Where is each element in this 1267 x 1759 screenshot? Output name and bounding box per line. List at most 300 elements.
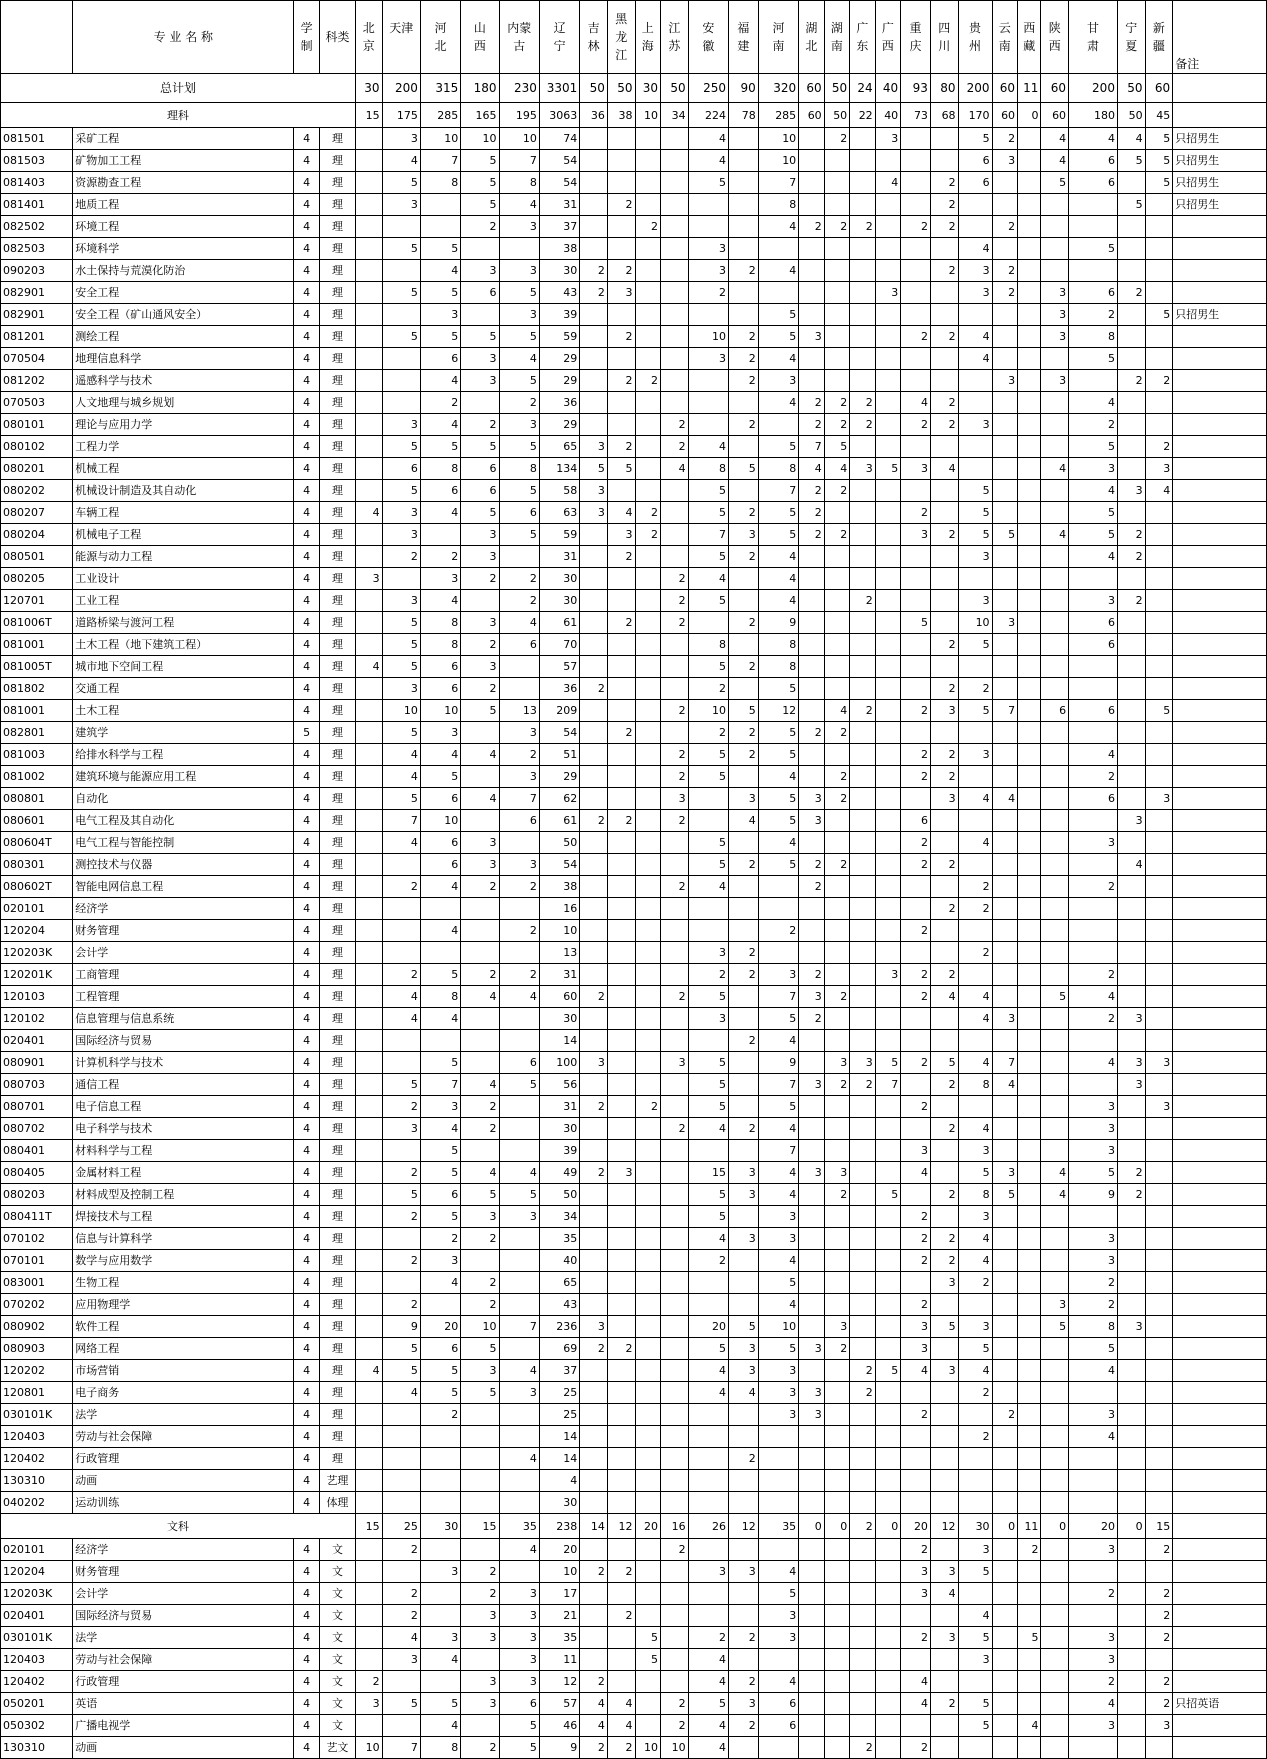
section-value: 12 — [930, 1514, 958, 1539]
province-quota: 5 — [875, 1360, 901, 1382]
section-value: 20 — [901, 1514, 931, 1539]
province-quota — [729, 1492, 759, 1514]
province-quota — [758, 942, 798, 964]
province-quota: 2 — [499, 920, 539, 942]
major-row — [1, 590, 1267, 612]
province-quota — [1041, 590, 1069, 612]
province-quota: 3 — [958, 1649, 992, 1671]
province-quota — [992, 1492, 1018, 1514]
major-code: 020101 — [1, 1539, 73, 1561]
major-years: 4 — [294, 1360, 320, 1382]
province-quota — [382, 1448, 420, 1470]
province-quota — [580, 1118, 608, 1140]
province-quota — [1117, 348, 1145, 370]
province-quota — [875, 788, 901, 810]
province-quota: 3 — [758, 1382, 798, 1404]
province-quota — [420, 898, 460, 920]
province-quota: 5 — [420, 282, 460, 304]
province-quota — [580, 1382, 608, 1404]
province-quota — [420, 1426, 460, 1448]
province-quota: 3 — [1117, 1074, 1145, 1096]
major-code: 080101 — [1, 414, 73, 436]
province-quota — [875, 700, 901, 722]
province-quota — [875, 194, 901, 216]
province-quota — [930, 656, 958, 678]
province-quota — [958, 766, 992, 788]
major-row — [1, 1008, 1267, 1030]
major-years: 4 — [294, 1052, 320, 1074]
province-quota — [729, 898, 759, 920]
province-quota — [607, 1404, 635, 1426]
province-quota — [958, 1583, 992, 1605]
province-quota: 5 — [461, 1338, 499, 1360]
section-value: 0 — [1041, 1514, 1069, 1539]
major-years: 4 — [294, 1030, 320, 1052]
major-name: 电子科学与技术 — [73, 1118, 294, 1140]
province-quota: 2 — [661, 1693, 689, 1715]
province-quota — [1069, 194, 1118, 216]
province-quota — [729, 1583, 759, 1605]
major-code: 082901 — [1, 282, 73, 304]
province-quota — [875, 1426, 901, 1448]
province-quota — [661, 964, 689, 986]
province-quota — [382, 1671, 420, 1693]
major-code: 081202 — [1, 370, 73, 392]
major-row — [1, 414, 1267, 436]
province-quota — [607, 876, 635, 898]
province-quota — [1018, 832, 1041, 854]
province-quota: 31 — [539, 964, 579, 986]
province-quota: 3 — [1041, 370, 1069, 392]
section-value: 3063 — [539, 103, 579, 128]
province-quota — [1117, 1671, 1145, 1693]
province-quota: 2 — [1117, 370, 1145, 392]
province-quota: 5 — [958, 524, 992, 546]
major-row — [1, 1583, 1267, 1605]
major-note — [1173, 238, 1267, 260]
province-quota — [607, 1294, 635, 1316]
province-quota: 6 — [499, 1693, 539, 1715]
major-code: 020401 — [1, 1030, 73, 1052]
province-quota — [635, 964, 661, 986]
province-quota: 4 — [930, 1583, 958, 1605]
province-quota — [1145, 392, 1173, 414]
major-note — [1173, 722, 1267, 744]
province-quota — [356, 898, 383, 920]
province-quota: 5 — [420, 1206, 460, 1228]
major-row — [1, 898, 1267, 920]
province-quota — [799, 568, 825, 590]
province-quota: 2 — [1117, 524, 1145, 546]
major-row — [1, 1737, 1267, 1759]
province-quota: 2 — [930, 326, 958, 348]
province-quota: 3 — [420, 1627, 460, 1649]
province-quota — [729, 1649, 759, 1671]
province-quota: 4 — [499, 194, 539, 216]
major-note — [1173, 414, 1267, 436]
province-quota: 5 — [382, 1360, 420, 1382]
province-quota: 5 — [901, 612, 931, 634]
major-note — [1173, 1272, 1267, 1294]
major-years: 4 — [294, 1338, 320, 1360]
province-quota — [875, 546, 901, 568]
province-quota — [461, 920, 499, 942]
province-quota — [1117, 656, 1145, 678]
province-quota — [580, 1140, 608, 1162]
province-quota: 2 — [930, 414, 958, 436]
province-quota — [356, 1426, 383, 1448]
province-quota: 3 — [729, 1338, 759, 1360]
total-value: 50 — [580, 74, 608, 103]
province-quota: 49 — [539, 1162, 579, 1184]
section-value: 16 — [661, 1514, 689, 1539]
province-quota: 11 — [539, 1649, 579, 1671]
province-quota — [850, 1426, 876, 1448]
section-value: 45 — [1145, 103, 1173, 128]
major-row — [1, 282, 1267, 304]
province-quota: 14 — [539, 1448, 579, 1470]
province-quota — [875, 1030, 901, 1052]
province-quota — [382, 920, 420, 942]
province-quota — [1145, 1008, 1173, 1030]
province-quota: 2 — [930, 854, 958, 876]
province-quota — [661, 898, 689, 920]
province-quota — [1117, 1561, 1145, 1583]
province-quota — [688, 1470, 728, 1492]
province-quota: 2 — [420, 392, 460, 414]
province-quota — [875, 1605, 901, 1627]
province-quota — [356, 458, 383, 480]
province-quota — [688, 788, 728, 810]
province-quota: 3 — [729, 1162, 759, 1184]
province-quota: 4 — [1069, 986, 1118, 1008]
province-quota — [729, 304, 759, 326]
province-quota: 5 — [1069, 524, 1118, 546]
major-category: 理 — [319, 370, 355, 392]
province-quota — [661, 1470, 689, 1492]
province-quota — [356, 1561, 383, 1583]
province-quota — [930, 304, 958, 326]
province-quota: 3 — [461, 1671, 499, 1693]
province-quota: 2 — [901, 216, 931, 238]
province-quota: 3 — [799, 1338, 825, 1360]
province-quota: 4 — [1117, 128, 1145, 150]
province-quota: 2 — [1145, 1605, 1173, 1627]
province-quota — [1069, 1074, 1118, 1096]
province-quota — [607, 172, 635, 194]
province-quota — [1018, 1250, 1041, 1272]
province-quota: 5 — [382, 722, 420, 744]
province-quota — [799, 612, 825, 634]
province-quota: 10 — [758, 150, 798, 172]
province-quota: 3 — [499, 260, 539, 282]
province-quota: 3 — [958, 590, 992, 612]
province-quota — [875, 1492, 901, 1514]
province-quota: 7 — [992, 700, 1018, 722]
province-quota — [607, 1470, 635, 1492]
province-quota — [729, 392, 759, 414]
major-row — [1, 634, 1267, 656]
major-years: 4 — [294, 634, 320, 656]
major-code: 080301 — [1, 854, 73, 876]
province-quota — [930, 1008, 958, 1030]
province-quota: 29 — [539, 370, 579, 392]
major-years: 4 — [294, 260, 320, 282]
province-quota: 3 — [729, 1228, 759, 1250]
province-quota: 5 — [1145, 150, 1173, 172]
province-quota: 3 — [461, 1605, 499, 1627]
province-quota: 7 — [499, 150, 539, 172]
province-quota — [1018, 348, 1041, 370]
province-quota: 2 — [824, 766, 850, 788]
province-quota: 5 — [758, 502, 798, 524]
province-quota: 4 — [688, 1649, 728, 1671]
major-name: 法学 — [73, 1627, 294, 1649]
province-quota — [958, 854, 992, 876]
province-quota: 3 — [1117, 1052, 1145, 1074]
province-quota: 2 — [824, 414, 850, 436]
province-quota: 3 — [688, 348, 728, 370]
province-quota — [356, 1074, 383, 1096]
province-quota — [875, 1206, 901, 1228]
province-quota — [661, 854, 689, 876]
province-quota — [799, 1737, 825, 1759]
province-quota: 2 — [461, 216, 499, 238]
province-quota — [1018, 700, 1041, 722]
province-quota — [958, 1671, 992, 1693]
province-quota: 69 — [539, 1338, 579, 1360]
province-quota — [461, 1426, 499, 1448]
major-years: 4 — [294, 1250, 320, 1272]
total-value: 93 — [901, 74, 931, 103]
major-note — [1173, 1052, 1267, 1074]
province-quota: 2 — [607, 370, 635, 392]
province-quota — [850, 128, 876, 150]
province-quota: 4 — [1145, 480, 1173, 502]
header-province: 湖 北 — [799, 1, 825, 74]
province-quota — [1018, 1426, 1041, 1448]
province-quota — [958, 722, 992, 744]
major-category: 理 — [319, 1206, 355, 1228]
province-quota: 4 — [958, 1008, 992, 1030]
province-quota: 10 — [461, 128, 499, 150]
major-years: 4 — [294, 942, 320, 964]
province-quota — [1117, 1583, 1145, 1605]
major-years: 4 — [294, 304, 320, 326]
province-quota: 6 — [958, 150, 992, 172]
province-quota: 2 — [607, 194, 635, 216]
province-quota: 10 — [499, 128, 539, 150]
province-quota: 6 — [420, 656, 460, 678]
province-quota: 2 — [688, 678, 728, 700]
province-quota: 2 — [992, 128, 1018, 150]
province-quota: 10 — [420, 128, 460, 150]
province-quota: 3 — [688, 942, 728, 964]
province-quota — [875, 1539, 901, 1561]
province-quota — [1117, 1693, 1145, 1715]
province-quota: 63 — [539, 502, 579, 524]
province-quota — [958, 1737, 992, 1759]
province-quota — [635, 458, 661, 480]
province-quota: 2 — [382, 1250, 420, 1272]
province-quota: 3 — [580, 502, 608, 524]
major-name: 自动化 — [73, 788, 294, 810]
total-value: 200 — [1069, 74, 1118, 103]
major-row — [1, 480, 1267, 502]
province-quota — [1117, 964, 1145, 986]
province-quota — [875, 678, 901, 700]
province-quota — [499, 1426, 539, 1448]
major-category: 理 — [319, 1140, 355, 1162]
total-value: 30 — [635, 74, 661, 103]
province-quota: 5 — [758, 304, 798, 326]
major-note — [1173, 370, 1267, 392]
province-quota: 6 — [461, 480, 499, 502]
section-value: 0 — [1117, 1514, 1145, 1539]
province-quota — [875, 414, 901, 436]
province-quota — [580, 590, 608, 612]
province-quota — [850, 1693, 876, 1715]
province-quota: 5 — [729, 700, 759, 722]
major-code: 130310 — [1, 1737, 73, 1759]
province-quota: 4 — [382, 1627, 420, 1649]
province-quota: 2 — [930, 1074, 958, 1096]
province-quota — [635, 1294, 661, 1316]
total-value: 60 — [1041, 74, 1069, 103]
section-value: 26 — [688, 1514, 728, 1539]
province-quota — [824, 876, 850, 898]
province-quota — [356, 1583, 383, 1605]
province-quota — [824, 1008, 850, 1030]
province-quota — [635, 656, 661, 678]
province-quota — [1117, 986, 1145, 1008]
province-quota — [850, 1008, 876, 1030]
province-quota — [1041, 1627, 1069, 1649]
province-quota — [382, 1492, 420, 1514]
province-quota — [1041, 1426, 1069, 1448]
province-quota: 2 — [635, 216, 661, 238]
province-quota: 2 — [1018, 1539, 1041, 1561]
major-row — [1, 1250, 1267, 1272]
province-quota — [901, 1605, 931, 1627]
province-quota: 30 — [539, 590, 579, 612]
province-quota — [824, 172, 850, 194]
province-quota: 3 — [901, 1561, 931, 1583]
province-quota: 5 — [382, 326, 420, 348]
major-category: 艺理 — [319, 1470, 355, 1492]
province-quota — [607, 1627, 635, 1649]
province-quota — [661, 1382, 689, 1404]
province-quota — [420, 942, 460, 964]
province-quota: 4 — [580, 1715, 608, 1737]
province-quota: 2 — [661, 590, 689, 612]
province-quota: 5 — [382, 1693, 420, 1715]
province-quota: 2 — [580, 1162, 608, 1184]
province-quota — [850, 1184, 876, 1206]
major-years: 4 — [294, 326, 320, 348]
province-quota: 3 — [461, 832, 499, 854]
province-quota: 5 — [758, 744, 798, 766]
province-quota — [824, 1715, 850, 1737]
province-quota — [758, 1470, 798, 1492]
province-quota: 2 — [607, 810, 635, 832]
province-quota: 2 — [901, 1228, 931, 1250]
province-quota — [499, 1561, 539, 1583]
major-note — [1173, 1649, 1267, 1671]
province-quota — [992, 832, 1018, 854]
major-name: 信息管理与信息系统 — [73, 1008, 294, 1030]
province-quota: 3 — [758, 1627, 798, 1649]
province-quota: 5 — [758, 1096, 798, 1118]
province-quota — [580, 700, 608, 722]
province-quota: 4 — [420, 1272, 460, 1294]
province-quota — [580, 1228, 608, 1250]
province-quota — [1018, 1649, 1041, 1671]
province-quota: 5 — [758, 810, 798, 832]
province-quota — [580, 964, 608, 986]
major-name: 法学 — [73, 1404, 294, 1426]
province-quota — [992, 1294, 1018, 1316]
total-value: 230 — [499, 74, 539, 103]
province-quota — [992, 634, 1018, 656]
major-category: 理 — [319, 524, 355, 546]
province-quota — [661, 348, 689, 370]
province-quota: 3 — [799, 1162, 825, 1184]
major-code: 070504 — [1, 348, 73, 370]
province-quota — [729, 172, 759, 194]
major-row — [1, 1360, 1267, 1382]
province-quota — [958, 1448, 992, 1470]
province-quota — [799, 1492, 825, 1514]
province-quota: 2 — [382, 1539, 420, 1561]
province-quota: 2 — [729, 744, 759, 766]
province-quota: 4 — [607, 1693, 635, 1715]
province-quota: 4 — [688, 1382, 728, 1404]
province-quota: 2 — [824, 854, 850, 876]
province-quota: 4 — [539, 1470, 579, 1492]
province-quota — [661, 304, 689, 326]
province-quota: 8 — [420, 458, 460, 480]
province-quota: 2 — [1145, 1627, 1173, 1649]
province-quota — [356, 634, 383, 656]
province-quota — [661, 832, 689, 854]
province-quota: 2 — [958, 1272, 992, 1294]
province-quota: 2 — [499, 590, 539, 612]
province-quota — [661, 1250, 689, 1272]
province-quota — [930, 1030, 958, 1052]
province-quota — [799, 1140, 825, 1162]
province-quota — [1117, 1272, 1145, 1294]
province-quota: 2 — [992, 282, 1018, 304]
province-quota — [1018, 238, 1041, 260]
province-quota — [930, 832, 958, 854]
province-quota: 8 — [420, 986, 460, 1008]
major-years: 4 — [294, 1693, 320, 1715]
province-quota — [850, 678, 876, 700]
major-category: 理 — [319, 1096, 355, 1118]
major-years: 4 — [294, 172, 320, 194]
province-quota — [1018, 1382, 1041, 1404]
province-quota: 4 — [461, 1162, 499, 1184]
province-quota — [824, 502, 850, 524]
major-code: 120403 — [1, 1649, 73, 1671]
province-quota: 3 — [875, 128, 901, 150]
major-category: 理 — [319, 986, 355, 1008]
province-quota — [799, 1583, 825, 1605]
province-quota — [875, 1583, 901, 1605]
province-quota: 2 — [1069, 414, 1118, 436]
province-quota — [461, 898, 499, 920]
